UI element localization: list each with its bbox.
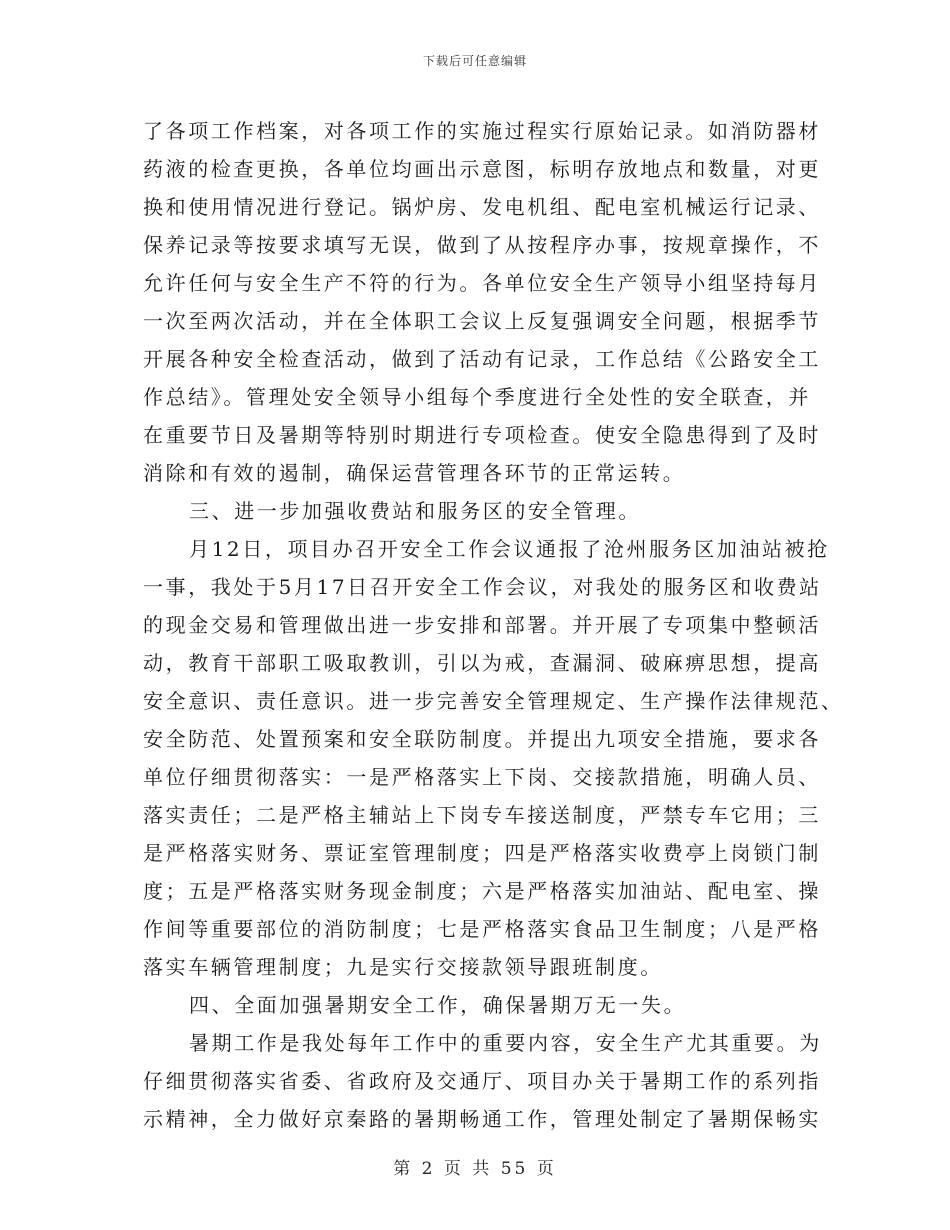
text-line: 药液的检查更换，各单位均画出示意图，标明存放地点和数量，对更 [143, 157, 821, 181]
text-line: 仔细贯彻落实省委、省政府及交通厅、项目办关于暑期工作的系列指 [143, 1069, 821, 1093]
text-line: 保养记录等按要求填写无误，做到了从按程序办事，按规章操作，不 [143, 233, 821, 257]
text-line: 是严格落实财务、票证室管理制度；四是严格落实收费亭上岗锁门制 [143, 841, 821, 865]
text-line: 安全意识、责任意识。进一步完善安全管理规定、生产操作法律规范、 [143, 689, 844, 713]
text-line: 度；五是严格落实财务现金制度；六是严格落实加油站、配电室、操 [143, 879, 821, 903]
page-number: 第 2 页 共 55 页 [393, 1159, 557, 1179]
section-heading-3: 三、进一步加强收费站和服务区的安全管理。 [189, 499, 641, 523]
body-text [143, 112, 844, 1138]
text-line: 落实车辆管理制度；九是实行交接款领导跟班制度。 [143, 955, 663, 979]
text-line: 月12日，项目办召开安全工作会议通报了沧州服务区加油站被抢 [189, 537, 830, 561]
text-line: 开展各种安全检查活动，做到了活动有记录，工作总结《公路安全工 [143, 347, 821, 371]
text-line: 安全防范、处置预案和安全联防制度。并提出九项安全措施，要求各 [143, 727, 821, 751]
text-line: 允许任何与安全生产不符的行为。各单位安全生产领导小组坚持每月 [143, 271, 821, 295]
section-heading-4: 四、全面加强暑期安全工作，确保暑期万无一失。 [189, 993, 687, 1017]
text-line: 一事，我处于5月17日召开安全工作会议，对我处的服务区和收费站 [143, 575, 822, 599]
text-line: 的现金交易和管理做出进一步安排和部署。并开展了专项集中整顿活 [143, 613, 821, 637]
text-line: 了各项工作档案，对各项工作的实施过程实行原始记录。如消防器材 [143, 119, 821, 143]
text-line: 作总结》。管理处安全领导小组每个季度进行全处性的安全联查，并 [143, 385, 811, 409]
text-line: 消除和有效的遏制，确保运营管理各环节的正常运转。 [143, 461, 686, 485]
text-line: 落实责任；二是严格主辅站上下岗专车接送制度，严禁专车它用；三 [143, 803, 821, 827]
page-header: 下载后可任意编辑 [422, 54, 527, 68]
text-line: 单位仔细贯彻落实：一是严格落实上下岗、交接款措施，明确人员、 [143, 765, 821, 789]
text-line: 作间等重要部位的消防制度；七是严格落实食品卫生制度；八是严格 [143, 917, 821, 941]
text-line: 在重要节日及暑期等特别时期进行专项检查。使安全隐患得到了及时 [143, 423, 821, 447]
text-line: 一次至两次活动，并在全体职工会议上反复强调安全问题，根据季节 [143, 309, 821, 333]
text-line: 示精神，全力做好京秦路的暑期畅通工作，管理处制定了暑期保畅实 [143, 1107, 821, 1131]
text-line: 动，教育干部职工吸取教训，引以为戒，查漏洞、破麻痹思想，提高 [143, 651, 821, 675]
text-line: 暑期工作是我处每年工作中的重要内容，安全生产尤其重要。为 [189, 1031, 822, 1055]
text-line: 换和使用情况进行登记。锅炉房、发电机组、配电室机械运行记录、 [143, 195, 821, 219]
